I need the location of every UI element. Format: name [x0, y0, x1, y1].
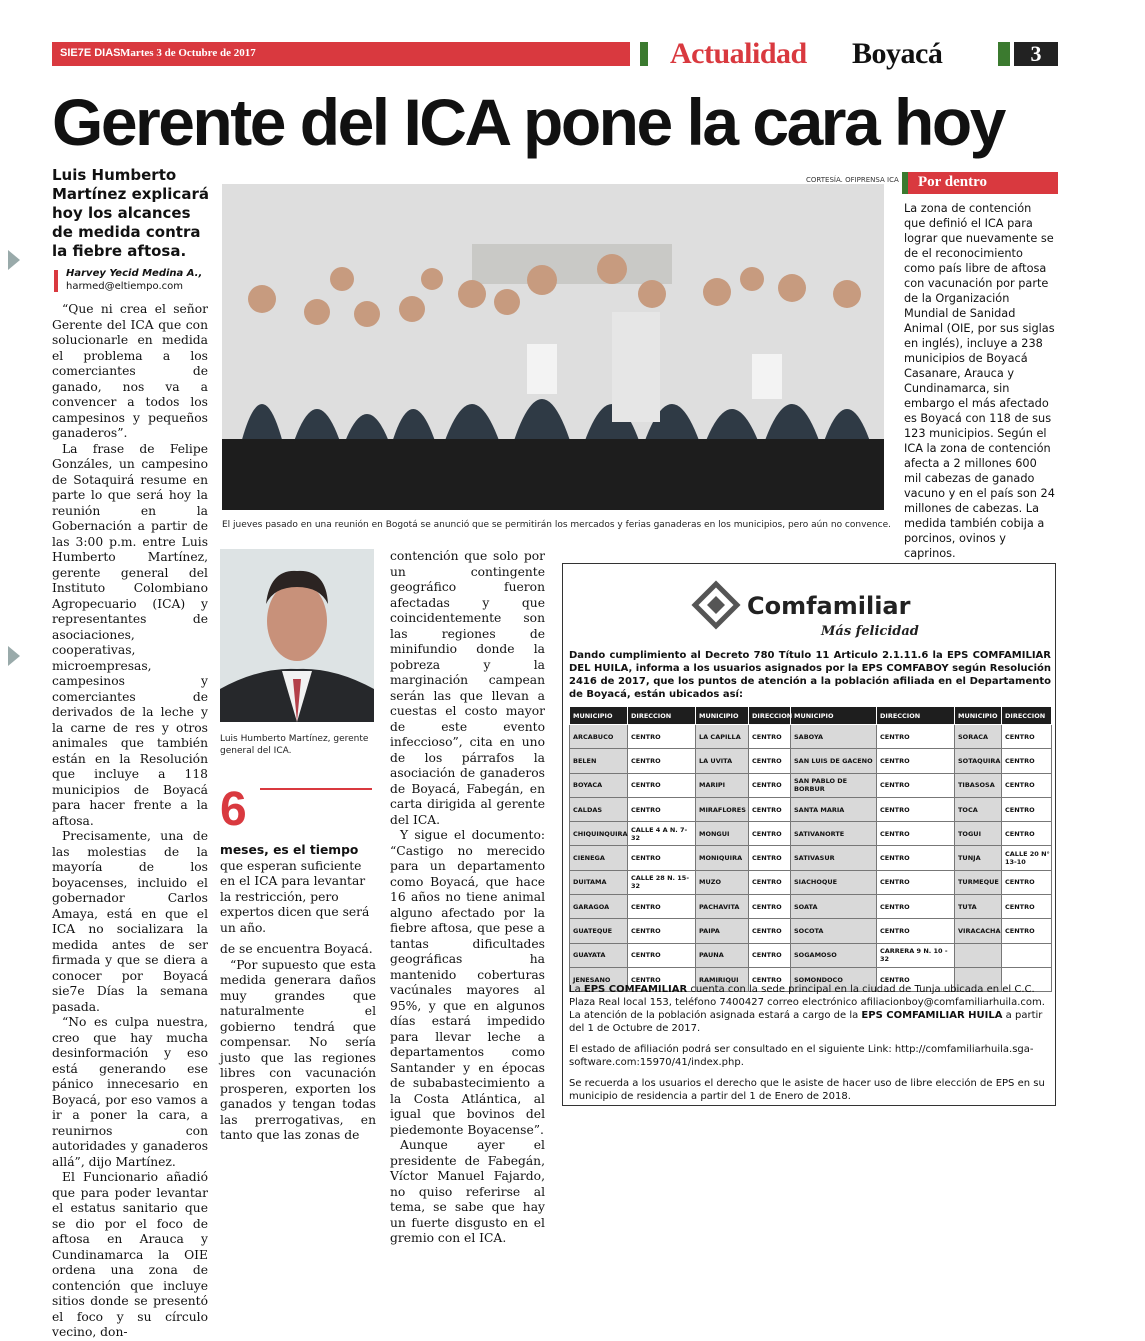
- municipality-cell: SATIVANORTE: [791, 822, 877, 846]
- group-photo-image: [222, 184, 884, 510]
- address-cell: CENTRO: [749, 846, 791, 870]
- paragraph: Precisamente, una de las molestias de la mayoría de los boyacenses, incluido el gobernador Carlos Amaya, está en que el ICA no socializara la medida antes de ser firmada y que se diera a conocer por Boyacá sie7e Días la semana pasada.: [52, 829, 208, 1014]
- section-bar: [52, 42, 630, 66]
- table-row: [570, 919, 1052, 943]
- address-cell: CENTRO: [749, 967, 791, 991]
- table-row: [570, 797, 1052, 821]
- photo-caption: El jueves pasado en una reunión en Bogotá se anunció que se permitirán los mercados y ferias ganaderas en los municipios, pero aún no convence.: [222, 520, 892, 530]
- table-row: [570, 725, 1052, 749]
- paragraph: de se encuentra Boyacá.: [220, 942, 373, 956]
- address-cell: CENTRO: [628, 797, 696, 821]
- municipality-cell: TIBASOSA: [955, 773, 1002, 797]
- municipality-cell: GUATEQUE: [570, 919, 628, 943]
- address-cell: CENTRO: [877, 846, 955, 870]
- headline: Gerente del ICA pone la cara hoy: [52, 85, 1004, 159]
- pullquote-bold: meses, es el tiempo: [220, 843, 359, 857]
- text: a partir del 1 de Octubre de 2017.: [569, 1010, 1043, 1034]
- paragraph: “Que ni crea el señor Gerente del ICA que con solucionarle en medida el problema a los comerciantes de ganado, nos va a convencer a todos los campesinos y pequeños ganaderos”.: [52, 302, 208, 440]
- address-cell: CENTRO: [1002, 919, 1052, 943]
- address-cell: CENTRO: [1002, 870, 1052, 894]
- group-photo: [222, 184, 884, 510]
- municipality-cell: SOTAQUIRA: [955, 749, 1002, 773]
- address-cell: CENTRO: [628, 943, 696, 967]
- column-header: MUNICIPIO: [696, 707, 749, 725]
- paragraph: contención que solo por un contingente geográfico fueron afectadas y que coincidentemente son las regiones de minifundio donde la pobreza y la marginación campean serán las que llevan a cuestas el costo mayor de este evento infeccioso”, cita en uno de los párrafos la asociación de ganaderos de Boyacá, Fabegán, en carta dirigida al gerente del ICA.: [390, 549, 545, 827]
- issue-date: Martes 3 de Octubre de 2017: [120, 47, 256, 59]
- municipality-cell: CIENEGA: [570, 846, 628, 870]
- ad-intro: Dando cumplimiento al Decreto 780 Título 11 Articulo 2.1.11.6 la EPS COMFAMILIAR DEL HUILA, informa a los usuarios asignados por la EPS COMFABOY según Resolución 2416 de 2017, que los puntos de atención a la población afiliada en el Departamento de Boyacá, están ubicados así:: [569, 650, 1051, 700]
- address-cell: CENTRO: [749, 895, 791, 919]
- address-cell: CENTRO: [628, 967, 696, 991]
- municipality-cell: SATIVASUR: [791, 846, 877, 870]
- municipality-cell: SABOYA: [791, 725, 877, 749]
- address-cell: CALLE 20 N° 13-10: [1002, 846, 1052, 870]
- municipality-cell: SAN PABLO DE BORBUR: [791, 773, 877, 797]
- page-number: 3: [1014, 42, 1058, 66]
- municipality-cell: MONIQUIRA: [696, 846, 749, 870]
- page-marker: [998, 42, 1010, 66]
- municipality-cell: MONGUI: [696, 822, 749, 846]
- table-row: [570, 943, 1052, 967]
- address-cell: CENTRO: [628, 725, 696, 749]
- municipality-cell: PAIPA: [696, 919, 749, 943]
- municipality-cell: SOCOTA: [791, 919, 877, 943]
- column-header: MUNICIPIO: [955, 707, 1002, 725]
- sidebar-text: La zona de contención que definió el ICA para lograr que nuevamente se de el reconocimiento como país libre de aftosa con vacunación por parte de la Organización Mundial de Sanidad Animal (OIE, por sus siglas en inglés), incluye a 238 municipios de Boyacá Casanare, Arauca y Cundinamarca, sin embargo el más afectado es Boyacá con 118 de sus 123 municipios. Según el ICA la zona de contención afecta a 2 millones 600 mil cabezas de ganado vacuno y en el país son 24 millones de cabezas. La medida también cobija a porcinos, ovinos y caprinos.: [904, 202, 1055, 560]
- section-marker: [640, 42, 648, 66]
- portrait-image: [220, 549, 374, 722]
- ad-footer-link: El estado de afiliación podrá ser consultado en el siguiente Link: http://comfamiliarhuila.sga-software.com:15970/41/index.php.: [569, 1044, 1034, 1068]
- address-cell: [1002, 943, 1052, 967]
- municipality-cell: TUTA: [955, 895, 1002, 919]
- paragraph: La frase de Felipe Gonzáles, un campesino de Sotaquirá resume en parte lo que será hoy la reunión en la Gobernación a partir de las 3:00 p.m. entre Luis Humberto Martínez, gerente general del Instituto Colombiano Agropecuario (ICA) y representantes de asociaciones, cooperativas, microempresas, campesinos y comerciantes de derivados de la leche y la carne de res y otros animales que también están en la Resolución que incluye a 118 municipios de Boyacá para hacer frente a la aftosa.: [52, 441, 208, 828]
- locations-table-body: [570, 725, 1052, 992]
- address-cell: CENTRO: [877, 919, 955, 943]
- margin-arrow-icon: [8, 646, 20, 666]
- municipality-cell: TUNJA: [955, 846, 1002, 870]
- ad-brand: Comfamiliar: [747, 592, 911, 620]
- table-header-row: [570, 707, 1052, 725]
- address-cell: CENTRO: [749, 797, 791, 821]
- ad-footer-start: [569, 1009, 1051, 1035]
- column-header: MUNICIPIO: [570, 707, 628, 725]
- paragraph: “Por supuesto que esta medida generara daños muy grandes que naturalmente el gobierno tendrá que compensar. No sería justo que las regiones libres con vacunación prosperen, exporten los ganados y tengan todas las prerrogativas, en tanto que las zonas de: [220, 957, 376, 1142]
- municipality-cell: [955, 943, 1002, 967]
- ad-footer-reminder: Se recuerda a los usuarios el derecho que le asiste de hacer uso de libre elección de EPS en su municipio de residencia a partir del 1 de Enero de 2018.: [569, 1078, 1045, 1102]
- table-row: [570, 846, 1052, 870]
- table-row: [570, 749, 1052, 773]
- municipality-cell: TOCA: [955, 797, 1002, 821]
- address-cell: CENTRO: [749, 773, 791, 797]
- ad-footer-main-office: [569, 983, 1051, 1009]
- table-row: [570, 870, 1052, 894]
- sidebar-title: Por dentro: [918, 174, 988, 190]
- address-cell: CARRERA 9 N. 10 - 32: [877, 943, 955, 967]
- address-cell: CALLE 28 N. 15-32: [628, 870, 696, 894]
- municipality-cell: SOATA: [791, 895, 877, 919]
- text: EPS COMFAMILIAR: [583, 984, 688, 995]
- municipality-cell: GUAYATA: [570, 943, 628, 967]
- address-cell: CENTRO: [628, 895, 696, 919]
- table-row: [570, 822, 1052, 846]
- address-cell: CENTRO: [877, 870, 955, 894]
- sidebar-header: [902, 172, 1058, 194]
- text: La atención de la población asignada estará a cargo de la: [569, 1010, 862, 1021]
- pullquote-rule: [260, 788, 372, 790]
- municipality-cell: SIACHOQUE: [791, 870, 877, 894]
- paragraph: Aunque ayer el presidente de Fabegán, Víctor Manuel Fajardo, no quiso referirse al tema, se sabe que hay un fuerte disgusto en el gremio con el ICA.: [390, 1138, 545, 1245]
- municipality-cell: RAMIRIQUI: [696, 967, 749, 991]
- municipality-cell: LA UVITA: [696, 749, 749, 773]
- address-cell: CENTRO: [749, 822, 791, 846]
- address-cell: CENTRO: [628, 919, 696, 943]
- municipality-cell: ARCABUCO: [570, 725, 628, 749]
- article-column-2: [220, 942, 376, 1144]
- address-cell: CENTRO: [877, 797, 955, 821]
- address-cell: CENTRO: [877, 749, 955, 773]
- address-cell: CENTRO: [749, 943, 791, 967]
- municipality-cell: SOGAMOSO: [791, 943, 877, 967]
- locations-table: [569, 706, 1052, 992]
- ad-slogan: Más felicidad: [821, 624, 919, 639]
- article-column-3: [390, 549, 545, 1247]
- address-cell: CENTRO: [628, 749, 696, 773]
- municipality-cell: VIRACACHA: [955, 919, 1002, 943]
- address-cell: CENTRO: [1002, 725, 1052, 749]
- text: cuenta con la sede principal en la ciudad de Tunja ubicada en el C.C. Plaza Real local 153, teléfono 7400427 correo electrónico afiliacionboy@comfamiliarhuila.com.: [569, 984, 1045, 1008]
- address-cell: CENTRO: [1002, 797, 1052, 821]
- byline-marker: [54, 270, 58, 292]
- municipality-cell: BOYACA: [570, 773, 628, 797]
- municipality-cell: CHIQUINQUIRA: [570, 822, 628, 846]
- column-header: DIRECCION: [749, 707, 791, 725]
- text: EPS COMFAMILIAR HUILA: [861, 1010, 1003, 1021]
- margin-arrow-icon: [8, 250, 20, 270]
- address-cell: CENTRO: [628, 773, 696, 797]
- paragraph: El Funcionario añadió que para poder levantar el estatus sanitario que se dio por el foco de aftosa en Arauca y Cundinamarca la OIE ordena una zona de contención que incluye sitios donde se presentó el foco y su círculo vecino, don-: [52, 1170, 208, 1339]
- municipality-cell: TURMEQUE: [955, 870, 1002, 894]
- column-header: MUNICIPIO: [791, 707, 877, 725]
- pullquote-text: [220, 843, 376, 936]
- municipality-cell: PACHAVITA: [696, 895, 749, 919]
- section-title-black: Boyacá: [852, 37, 943, 70]
- municipality-cell: MIRAFLORES: [696, 797, 749, 821]
- column-header: DIRECCION: [628, 707, 696, 725]
- municipality-cell: BELEN: [570, 749, 628, 773]
- municipality-cell: LA CAPILLA: [696, 725, 749, 749]
- municipality-cell: CALDAS: [570, 797, 628, 821]
- comfamiliar-ad: [562, 563, 1056, 1106]
- municipality-cell: DUITAMA: [570, 870, 628, 894]
- photo-credit: CORTESÍA. OFIPRENSA ICA: [806, 176, 899, 184]
- article-column-1: [52, 302, 208, 1341]
- address-cell: CENTRO: [1002, 749, 1052, 773]
- byline-email: harmed@eltiempo.com: [66, 281, 183, 292]
- address-cell: CENTRO: [749, 725, 791, 749]
- sidebar-marker: [902, 172, 908, 194]
- pullquote-number: 6: [220, 783, 247, 836]
- address-cell: CENTRO: [1002, 822, 1052, 846]
- address-cell: CENTRO: [749, 749, 791, 773]
- municipality-cell: JENESANO: [570, 967, 628, 991]
- municipality-cell: PAUNA: [696, 943, 749, 967]
- pullquote-body: que esperan suficiente en el ICA para levantar la restricción, pero expertos dicen que será un año.: [220, 858, 370, 935]
- byline-author: Harvey Yecid Medina A.,: [66, 268, 203, 279]
- deck: Luis Humberto Martínez explicará hoy los alcances de medida contra la fiebre aftosa.: [52, 166, 209, 260]
- comfamiliar-logo-icon: [693, 582, 739, 628]
- address-cell: CENTRO: [877, 967, 955, 991]
- address-cell: CENTRO: [628, 846, 696, 870]
- paragraph: “No es culpa nuestra, creo que hay mucha desinformación y eso está generando ese pánico innecesario en Boyacá, por eso vamos a ir a poner la cara, a reunirnos con autoridades y ganaderos allá”, dijo Martínez.: [52, 1015, 208, 1169]
- municipality-cell: SANTA MARIA: [791, 797, 877, 821]
- address-cell: CENTRO: [877, 725, 955, 749]
- ad-footer: [569, 983, 1051, 1111]
- municipality-cell: TOGUI: [955, 822, 1002, 846]
- municipality-cell: SOMONDOCO: [791, 967, 877, 991]
- address-cell: CALLE 4 A N. 7-32: [628, 822, 696, 846]
- address-cell: CENTRO: [1002, 895, 1052, 919]
- column-header: DIRECCION: [1002, 707, 1052, 725]
- text: La: [569, 984, 584, 995]
- column-header: DIRECCION: [877, 707, 955, 725]
- municipality-cell: GARAGOA: [570, 895, 628, 919]
- municipality-cell: SORACA: [955, 725, 1002, 749]
- section-label: SIE7E DIAS: [60, 47, 121, 59]
- address-cell: CENTRO: [877, 895, 955, 919]
- municipality-cell: SAN LUIS DE GACENO: [791, 749, 877, 773]
- municipality-cell: MARIPI: [696, 773, 749, 797]
- address-cell: CENTRO: [877, 773, 955, 797]
- portrait-caption: Luis Humberto Martínez, gerente general del ICA.: [220, 734, 369, 756]
- paragraph: Y sigue el documento: “Castigo no merecido para un departamento como Boyacá, que hace 16 años no tiene animal alguno afectado por la fiebre aftosa, que pese a tantas dificultades geográficas ha mantenido coberturas vacúnales mayores al 95%, y que en algunos días estará impedido para llevar leche a departamentos como Santander y en épocas de subabastecimiento a la Costa Atlántica, al igual que bovinos del piedemonte Boyacense”.: [390, 828, 545, 1137]
- address-cell: CENTRO: [749, 870, 791, 894]
- address-cell: CENTRO: [877, 822, 955, 846]
- table-row: [570, 895, 1052, 919]
- address-cell: CENTRO: [749, 919, 791, 943]
- section-title-red: Actualidad: [670, 37, 807, 70]
- address-cell: CENTRO: [1002, 773, 1052, 797]
- municipality-cell: MUZO: [696, 870, 749, 894]
- portrait-photo: [220, 549, 374, 722]
- table-row: [570, 773, 1052, 797]
